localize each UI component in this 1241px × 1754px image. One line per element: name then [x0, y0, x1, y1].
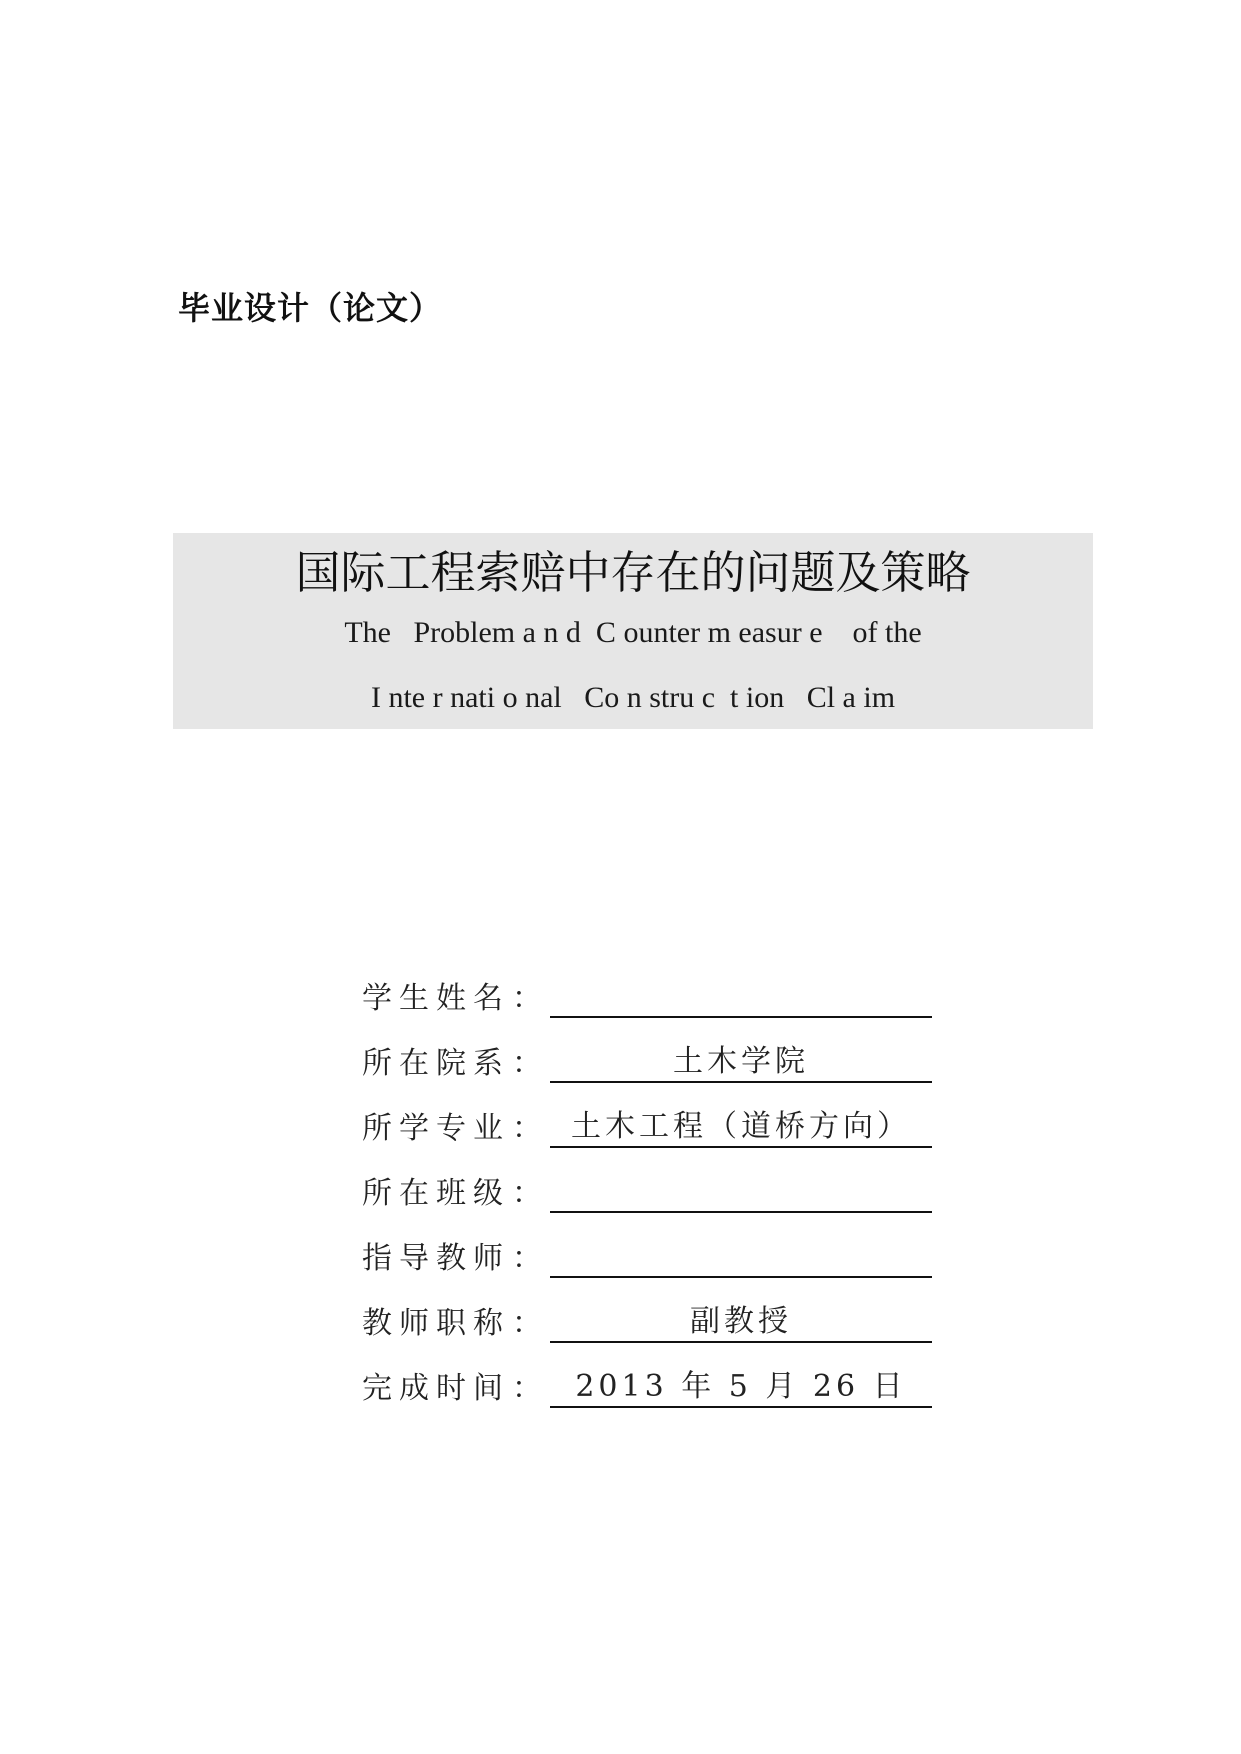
info-row-advisor-title — [362, 1298, 934, 1363]
completion-date-label: 完成时间 — [362, 1371, 510, 1406]
thesis-title-chinese: 国际工程索赔中存在的问题及策略 — [295, 546, 971, 599]
advisor-title-label: 教师职称 — [362, 1306, 510, 1341]
class-label: 所在班级 — [362, 1176, 510, 1211]
info-row-department — [362, 1038, 934, 1103]
student-name-field — [550, 973, 932, 1018]
advisor-title-field: 副教授 — [550, 1298, 932, 1343]
class-field — [550, 1168, 932, 1213]
student-name-label: 学生姓名 — [362, 981, 510, 1016]
advisor-colon: ： — [512, 1241, 542, 1276]
completion-date-field: 2013 年 5 月 26 日 — [550, 1363, 932, 1408]
thesis-title-english-line-2: I nte r nati o nal Co n stru c t ion Cl a im — [370, 681, 896, 714]
major-colon: ： — [512, 1111, 542, 1146]
department-label: 所在院系 — [362, 1046, 510, 1081]
info-row-major — [362, 1103, 934, 1168]
info-row-completion-date — [362, 1363, 934, 1428]
major-label: 所学专业 — [362, 1111, 510, 1146]
student-name-colon: ： — [512, 981, 542, 1016]
class-colon: ： — [512, 1176, 542, 1211]
info-row-student-name — [362, 973, 934, 1038]
thesis-title-english-line-1: The Problem a n d C ounter m easur e of the — [344, 616, 922, 649]
student-info-table — [362, 973, 934, 1428]
advisor-label: 指导教师 — [362, 1241, 510, 1276]
advisor-title-colon: ： — [512, 1306, 542, 1341]
department-colon: ： — [512, 1046, 542, 1081]
document-type-heading: 毕业设计（论文） — [178, 289, 443, 327]
department-field: 土木学院 — [550, 1038, 932, 1083]
completion-date-colon: ： — [512, 1371, 542, 1406]
title-block — [173, 533, 1093, 729]
advisor-field — [550, 1233, 932, 1278]
info-row-advisor — [362, 1233, 934, 1298]
major-field: 土木工程（道桥方向） — [550, 1103, 932, 1148]
info-row-class — [362, 1168, 934, 1233]
